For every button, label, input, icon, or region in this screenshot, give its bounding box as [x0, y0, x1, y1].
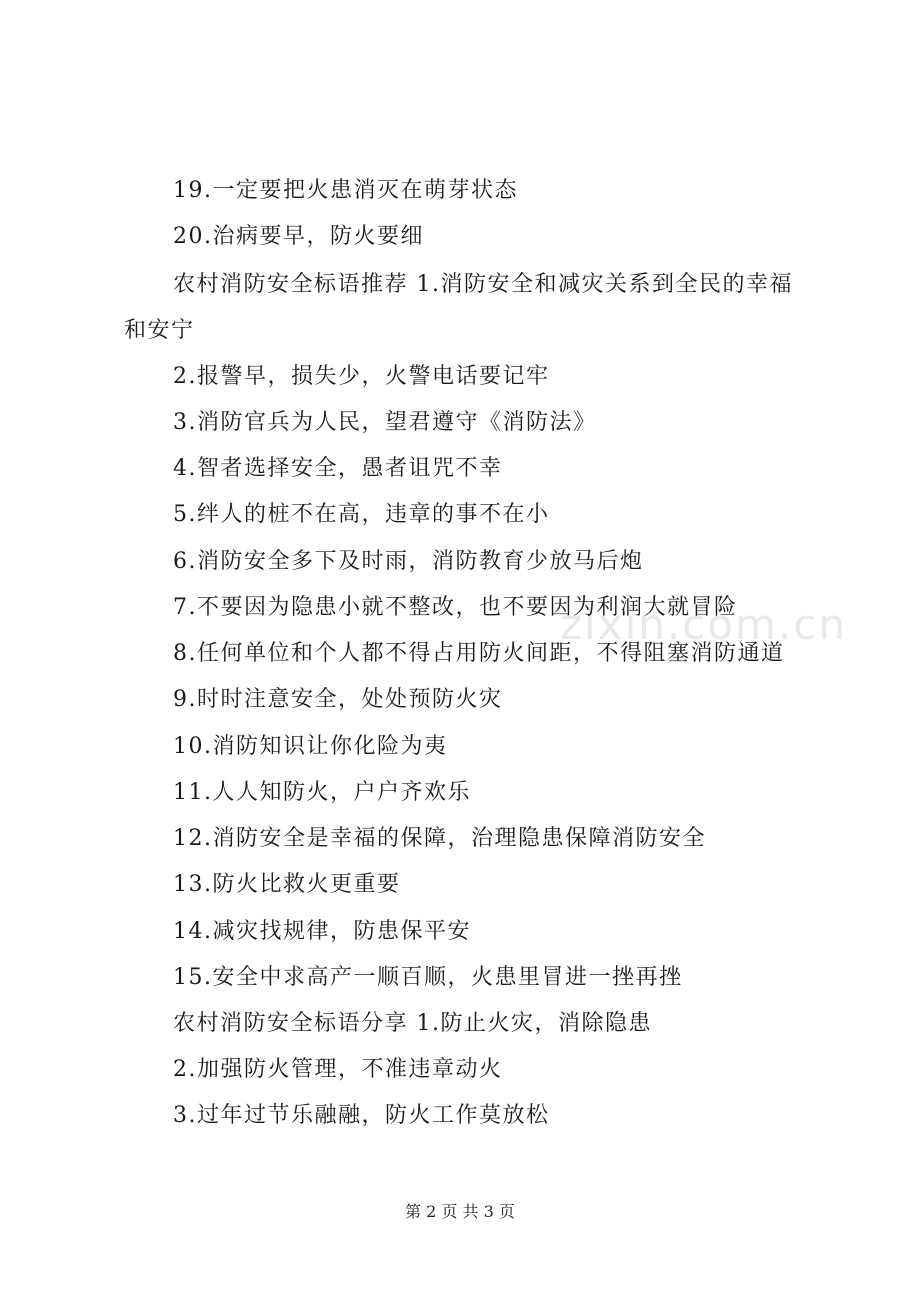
list-item: 7.不要因为隐患小就不整改，也不要因为利润大就冒险 [173, 595, 738, 620]
list-item: 5.绊人的桩不在高，违章的事不在小 [173, 502, 550, 527]
watermark: zixin.com.cn [560, 600, 847, 649]
list-item: 8.任何单位和个人都不得占用防火间距，不得阻塞消防通道 [173, 641, 785, 666]
list-item: 4.智者选择安全，愚者诅咒不幸 [173, 456, 503, 481]
list-item: 2.报警早，损失少，火警电话要记牢 [173, 364, 550, 389]
list-item: 6.消防安全多下及时雨，消防教育少放马后炮 [173, 549, 644, 574]
list-item: 15.安全中求高产一顺百顺，火患里冒进一挫再挫 [173, 965, 683, 990]
list-item: 2.加强防火管理，不准违章动火 [173, 1057, 503, 1082]
list-item: 12.消防安全是幸福的保障，治理隐患保障消防安全 [173, 826, 706, 851]
list-item: 14.减灾找规律，防患保平安 [173, 919, 471, 944]
list-item: 农村消防安全标语分享 1.防止火灾，消除隐患 [173, 1011, 652, 1036]
list-item: 9.时时注意安全，处处预防火灾 [173, 687, 503, 712]
list-item: 11.人人知防火，户户齐欢乐 [173, 780, 471, 805]
list-item: 3.消防官兵为人民，望君遵守《消防法》 [173, 410, 597, 435]
list-item: 10.消防知识让你化险为夷 [173, 734, 448, 759]
text-line: 20.治病要早，防火要细 [173, 224, 424, 249]
page-footer: 第 2 页 共 3 页 [405, 1202, 515, 1221]
list-item: 3.过年过节乐融融，防火工作莫放松 [173, 1103, 550, 1128]
section-heading-paragraph: 农村消防安全标语推荐 1.消防安全和减灾关系到全民的幸福和安宁 [124, 272, 793, 343]
text-line: 19.一定要把火患消灭在萌芽状态 [173, 178, 518, 203]
list-item: 13.防火比救火更重要 [173, 872, 401, 897]
